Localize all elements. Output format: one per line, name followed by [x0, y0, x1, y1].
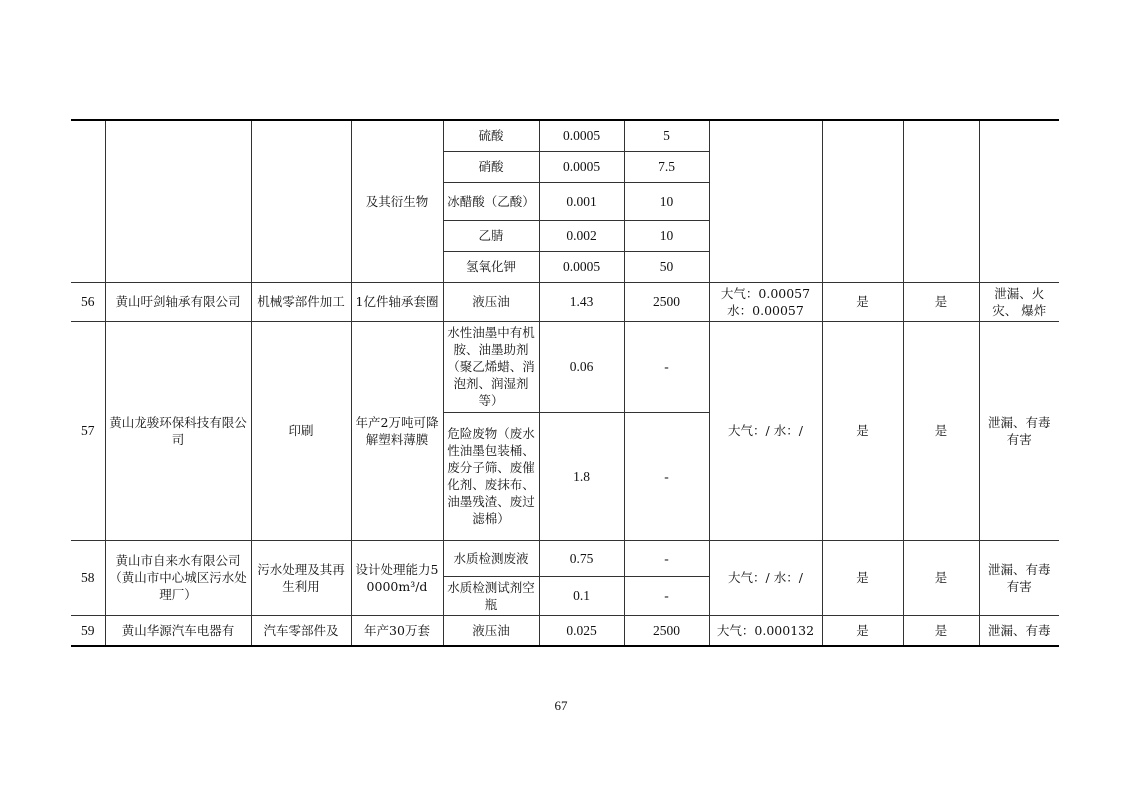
- yes-cell: [822, 120, 903, 282]
- company-cell: 黄山龙骏环保科技有限公司: [105, 321, 251, 540]
- product-cell: 1亿件轴承套圈: [351, 282, 443, 321]
- quantity-cell: 0.025: [539, 615, 624, 646]
- product-cell: 及其衍生物: [351, 120, 443, 282]
- risk-cell: 泄漏、有毒有害: [979, 321, 1059, 540]
- quantity-cell: 0.1: [539, 576, 624, 615]
- threshold-cell: 50: [624, 251, 709, 282]
- threshold-cell: 5: [624, 120, 709, 151]
- chemical-cell: 氢氧化钾: [443, 251, 539, 282]
- no-cell: 57: [71, 321, 105, 540]
- yes-cell: 是: [822, 615, 903, 646]
- chemical-cell: 液压油: [443, 615, 539, 646]
- yes-cell: 是: [903, 282, 979, 321]
- risk-cell: 泄漏、火灾、 爆炸: [979, 282, 1059, 321]
- industry-cell: [251, 120, 351, 282]
- risk-cell: 泄漏、有毒: [979, 615, 1059, 646]
- company-cell: [105, 120, 251, 282]
- risk-cell: 泄漏、有毒有害: [979, 540, 1059, 615]
- emission-cell: 大气：/ 水：/: [709, 321, 822, 540]
- chemical-cell: 乙腈: [443, 220, 539, 251]
- chemical-cell: 水质检测试剂空瓶: [443, 576, 539, 615]
- threshold-cell: 10: [624, 220, 709, 251]
- threshold-cell: -: [624, 321, 709, 412]
- chemical-cell: 硫酸: [443, 120, 539, 151]
- quantity-cell: 1.8: [539, 412, 624, 540]
- table-row-57: [71, 321, 1059, 412]
- industry-cell: 污水处理及其再生利用: [251, 540, 351, 615]
- threshold-cell: -: [624, 540, 709, 576]
- no-cell: 56: [71, 282, 105, 321]
- threshold-cell: 10: [624, 182, 709, 220]
- emission-cell: [709, 120, 822, 282]
- yes-cell: [903, 120, 979, 282]
- product-cell: 设计处理能力50000m³/d: [351, 540, 443, 615]
- quantity-cell: 0.75: [539, 540, 624, 576]
- yes-cell: 是: [822, 282, 903, 321]
- yes-cell: 是: [903, 321, 979, 540]
- emission-cell: 大气：0.00057 水：0.00057: [709, 282, 822, 321]
- quantity-cell: 0.002: [539, 220, 624, 251]
- quantity-cell: 1.43: [539, 282, 624, 321]
- data-table: [71, 119, 1059, 647]
- table-row-56: [71, 282, 1059, 321]
- industry-cell: 机械零部件加工: [251, 282, 351, 321]
- risk-cell: [979, 120, 1059, 282]
- table-row: [71, 120, 1059, 151]
- industry-cell: 印刷: [251, 321, 351, 540]
- yes-cell: 是: [822, 321, 903, 540]
- product-cell: 年产30万套: [351, 615, 443, 646]
- chemical-cell: 水性油墨中有机胺、油墨助剂（聚乙烯蜡、消泡剂、润湿剂等）: [443, 321, 539, 412]
- industry-cell: 汽车零部件及: [251, 615, 351, 646]
- chemical-cell: 冰醋酸（乙酸）: [443, 182, 539, 220]
- threshold-cell: 7.5: [624, 151, 709, 182]
- page-number: 67: [554, 698, 568, 713]
- emission-cell: 大气：0.000132: [709, 615, 822, 646]
- chemical-cell: 水质检测废液: [443, 540, 539, 576]
- table-row-58: [71, 540, 1059, 576]
- threshold-cell: -: [624, 576, 709, 615]
- quantity-cell: 0.06: [539, 321, 624, 412]
- no-cell: [71, 120, 105, 282]
- chemical-cell: 液压油: [443, 282, 539, 321]
- threshold-cell: 2500: [624, 282, 709, 321]
- chemical-cell: 危险废物（废水性油墨包装桶、废分子筛、废催化剂、废抹布、油墨残渣、废过滤棉）: [443, 412, 539, 540]
- yes-cell: 是: [903, 540, 979, 615]
- product-cell: 年产2万吨可降解塑料薄膜: [351, 321, 443, 540]
- emission-cell: 大气：/ 水：/: [709, 540, 822, 615]
- company-cell: 黄山市自来水有限公司（黄山市中心城区污水处理厂）: [105, 540, 251, 615]
- yes-cell: 是: [903, 615, 979, 646]
- company-cell: 黄山华源汽车电器有: [105, 615, 251, 646]
- company-cell: 黄山吁剑轴承有限公司: [105, 282, 251, 321]
- threshold-cell: 2500: [624, 615, 709, 646]
- quantity-cell: 0.0005: [539, 251, 624, 282]
- no-cell: 58: [71, 540, 105, 615]
- quantity-cell: 0.001: [539, 182, 624, 220]
- quantity-cell: 0.0005: [539, 151, 624, 182]
- threshold-cell: -: [624, 412, 709, 540]
- no-cell: 59: [71, 615, 105, 646]
- table-row-59: [71, 615, 1059, 646]
- chemical-cell: 硝酸: [443, 151, 539, 182]
- data-table-container: [71, 119, 1059, 647]
- yes-cell: 是: [822, 540, 903, 615]
- quantity-cell: 0.0005: [539, 120, 624, 151]
